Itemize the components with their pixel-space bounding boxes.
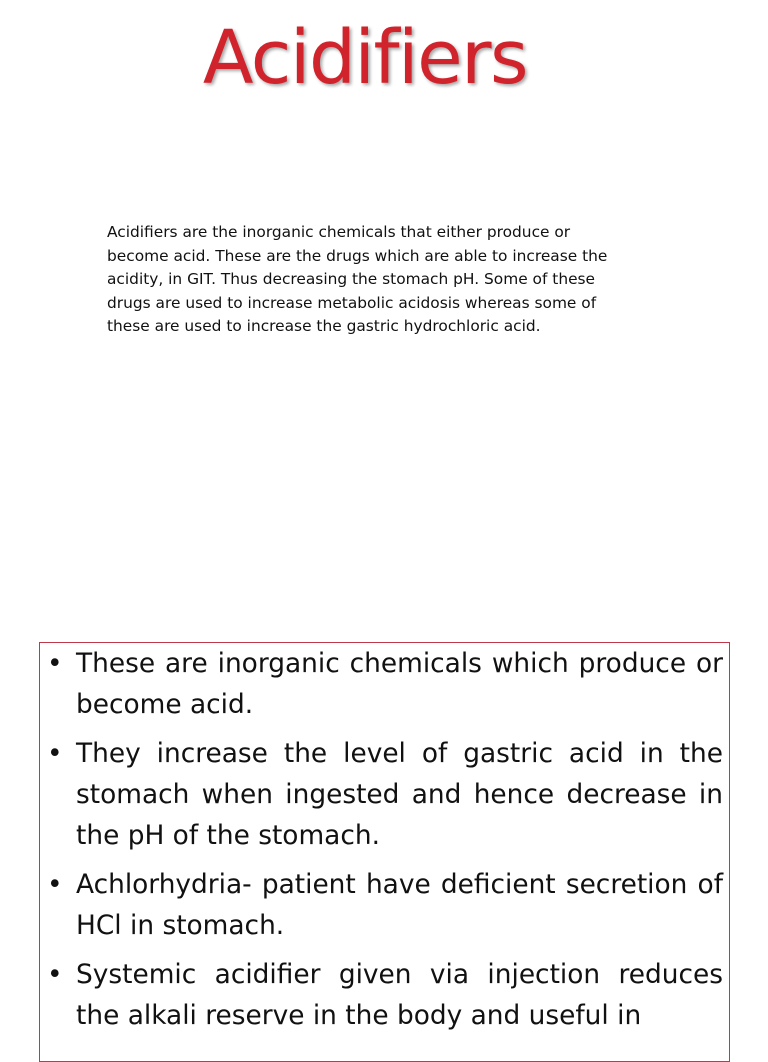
intro-paragraph: Acidifiers are the inorganic chemicals that either produce or become acid. These are the drugs which are able to increase the acidity, in GIT. Thus decreasing the stomach pH. Some of these drugs are used to increase metabolic acidosis whereas some of these are used to increase the gastric hydrochloric acid. bbox=[107, 223, 608, 335]
bullet-text: Achlorhydria- patient have deficient secretion of HCl in stomach. bbox=[76, 869, 723, 941]
bullet-box bbox=[39, 642, 730, 1062]
bullet-text: They increase the level of gastric acid in the stomach when ingested and hence decrease in the pH of the stomach. bbox=[76, 738, 723, 851]
page-title: Acidifiers bbox=[202, 15, 528, 101]
bullet-item-1 bbox=[40, 643, 729, 725]
bullet-text: Systemic acidifier given via injection reduces the alkali reserve in the body and useful in bbox=[76, 959, 723, 1031]
bullet-item-3 bbox=[40, 864, 729, 946]
bullet-text: These are inorganic chemicals which produce or become acid. bbox=[76, 648, 723, 720]
bullet-dot-icon: • bbox=[47, 648, 63, 679]
bullet-dot-icon: • bbox=[47, 738, 63, 769]
bullet-list bbox=[40, 643, 729, 1036]
bullet-dot-icon: • bbox=[47, 959, 63, 990]
bullet-item-2 bbox=[40, 733, 729, 856]
bullet-dot-icon: • bbox=[47, 869, 63, 900]
